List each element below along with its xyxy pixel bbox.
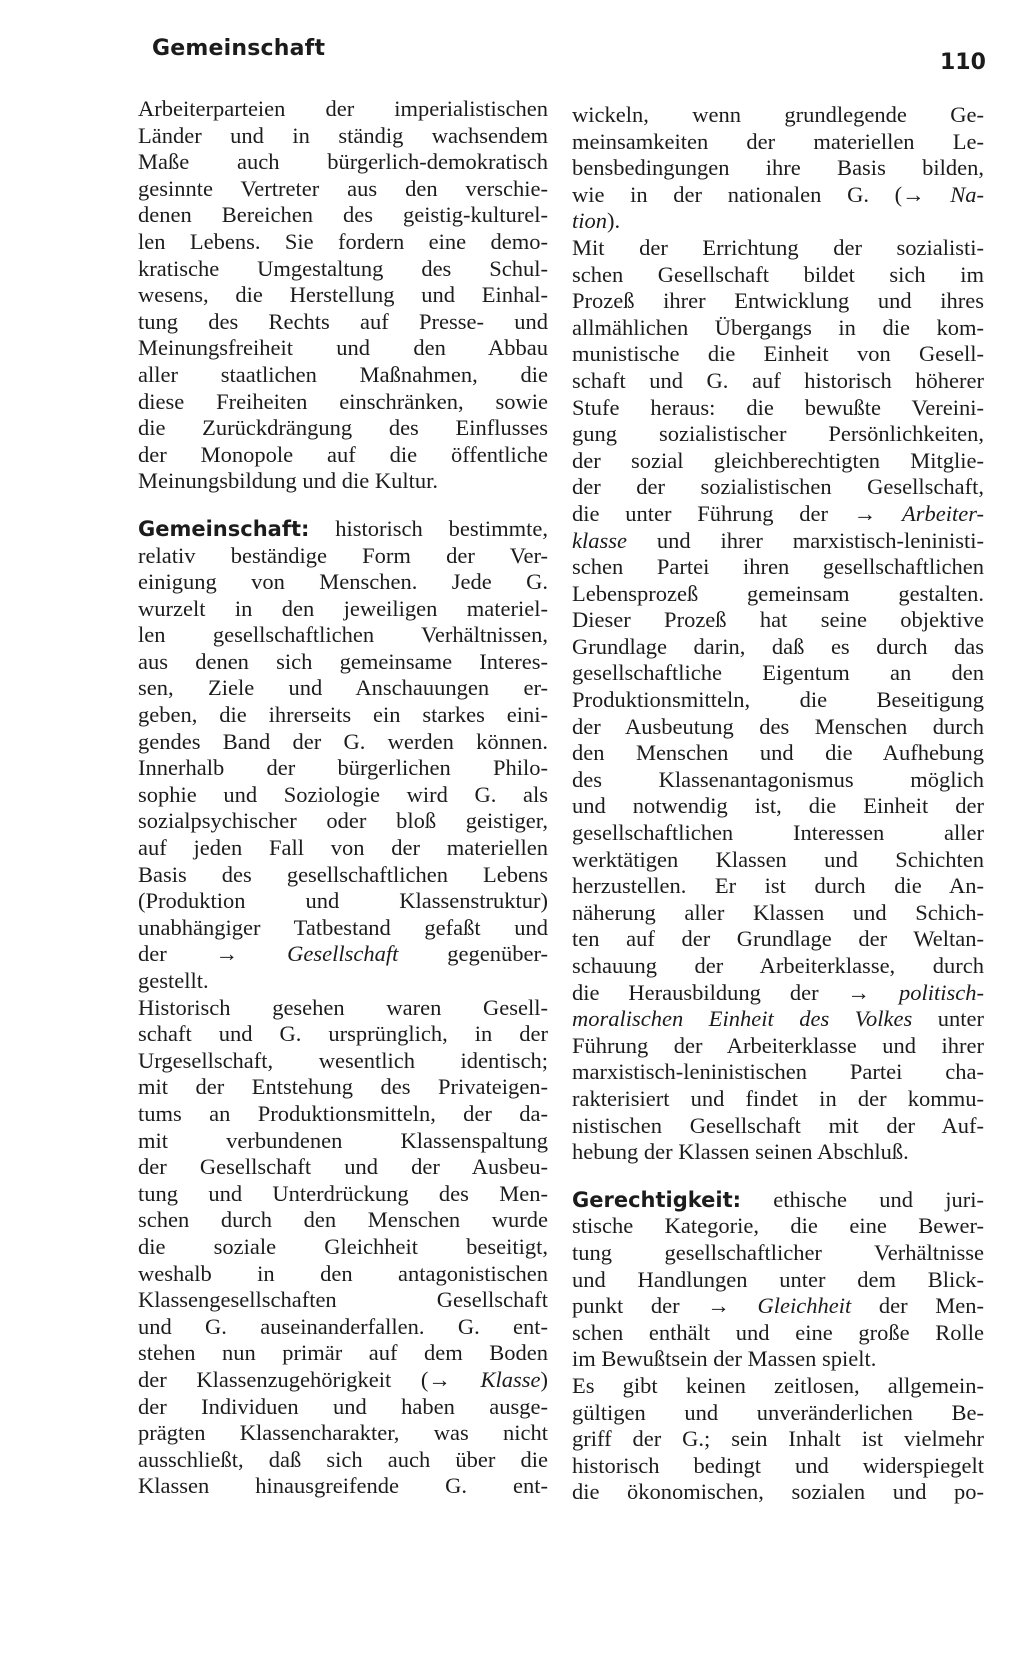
- text-line: [572, 1033, 984, 1060]
- text-line: [572, 182, 984, 209]
- text-segment: Maße auch bürgerlich-demokratisch: [138, 149, 548, 175]
- paragraph-gap: [572, 1166, 984, 1187]
- text-segment: stehen nun primär auf dem Boden: [138, 1340, 548, 1366]
- text-segment: wesens, die Herstellung und Einhal-: [138, 282, 548, 308]
- text-segment: aller staatlichen Maßnahmen, die: [138, 361, 548, 387]
- text-segment: prägten Klassencharakter, was nicht: [138, 1420, 548, 1446]
- text-segment: der Individuen und haben ausge-: [138, 1393, 548, 1419]
- text-segment: historisch bedingt und widerspiegelt: [572, 1452, 984, 1478]
- text-line: [138, 835, 548, 862]
- text-segment: allmählichen Übergangs in die kom-: [572, 314, 984, 340]
- text-segment: Arbeiterparteien der imperialistischen: [138, 96, 548, 121]
- text-line: [138, 202, 548, 229]
- text-line: [572, 1187, 984, 1214]
- cross-reference: Klasse: [480, 1366, 541, 1392]
- text-line: [572, 421, 984, 448]
- text-line: [138, 362, 548, 389]
- text-segment: gendes Band der G. werden können.: [138, 728, 548, 754]
- text-segment: der Ausbeutung des Menschen durch: [572, 713, 984, 739]
- text-segment: im Bewußtsein der Massen spielt.: [572, 1346, 877, 1372]
- text-line: [572, 155, 984, 182]
- text-segment: die ökonomischen, sozialen und po-: [572, 1479, 984, 1505]
- text-segment: len Lebens. Sie fordern eine demo-: [138, 228, 548, 254]
- text-segment: [451, 1367, 481, 1392]
- text-segment: diese Freiheiten einschränken, sowie: [138, 388, 548, 414]
- text-line: [138, 1473, 548, 1500]
- text-segment: bensbedingungen ihre Basis bilden,: [572, 155, 984, 181]
- text-segment: der Gesellschaft und der Ausbeu-: [138, 1154, 548, 1180]
- cross-reference: Gesellschaft: [287, 941, 399, 967]
- cross-reference: moralischen Einheit des Volkes: [572, 1006, 913, 1032]
- text-line: [572, 953, 984, 980]
- text-segment: Lebensprozeß gemeinsam gestalten.: [572, 580, 984, 606]
- text-segment: Führung der Arbeiterklasse und ihrer: [572, 1032, 984, 1058]
- text-segment: unter: [912, 1006, 984, 1032]
- text-line: [138, 1261, 548, 1288]
- text-segment: historisch bestimmte,: [309, 515, 548, 541]
- text-line: [572, 740, 984, 767]
- text-segment: schauung der Arbeiterklasse, durch: [572, 953, 984, 978]
- text-segment: Klassen hinausgreifende G. ent-: [138, 1473, 548, 1499]
- text-line: [572, 980, 984, 1007]
- text-segment: die Herausbildung der: [572, 979, 848, 1005]
- arrow-icon: →: [847, 979, 871, 1005]
- text-line: [572, 501, 984, 528]
- text-line: [138, 1207, 548, 1234]
- text-line: [138, 622, 548, 649]
- text-segment: ten auf der Grundlage der Weltan-: [572, 926, 984, 952]
- arrow-icon: →: [428, 1366, 451, 1392]
- text-segment: der: [138, 941, 216, 967]
- text-segment: Mit der Errichtung der sozialisti-: [572, 234, 984, 260]
- text-segment: Urgesellschaft, wesentlich identisch;: [138, 1047, 548, 1073]
- text-line: [138, 1101, 548, 1128]
- text-line: [138, 229, 548, 256]
- text-segment: schen durch den Menschen wurde: [138, 1207, 548, 1233]
- text-segment: die unter Führung der: [572, 500, 854, 526]
- text-segment: tung gesellschaftlicher Verhältnisse: [572, 1239, 984, 1265]
- text-segment: Klassengesellschaften Gesellschaft: [138, 1287, 548, 1313]
- text-segment: herzustellen. Er ist durch die An-: [572, 873, 984, 899]
- text-line: [138, 1234, 548, 1261]
- text-line: [572, 634, 984, 661]
- text-segment: gesellschaftlichen Interessen aller: [572, 820, 984, 846]
- text-line: [138, 915, 548, 942]
- text-line: [572, 474, 984, 501]
- text-line: [138, 702, 548, 729]
- text-segment: gegenüber-: [398, 941, 549, 967]
- text-segment: der Men-: [851, 1293, 984, 1319]
- text-line: [572, 687, 984, 714]
- text-segment: [876, 501, 902, 526]
- text-segment: wurzelt in den jeweiligen materiel-: [138, 595, 548, 621]
- text-line: [572, 102, 984, 129]
- text-segment: [730, 1293, 758, 1318]
- text-segment: schen Gesellschaft bildet sich im: [572, 261, 984, 287]
- text-segment: griff der G.; sein Inhalt ist vielmehr: [572, 1426, 984, 1452]
- text-segment: gesinnte Vertreter aus den verschie-: [138, 175, 548, 201]
- text-segment: der sozial gleichberechtigten Mitglie-: [572, 447, 984, 473]
- text-segment: der Klassenzugehörigkeit (: [138, 1366, 429, 1392]
- text-line: [572, 288, 984, 315]
- text-line: [572, 1006, 984, 1033]
- text-segment: rakterisiert und findet in der kommu-: [572, 1085, 984, 1111]
- text-line: [138, 282, 548, 309]
- paragraph-gap: [138, 495, 548, 516]
- cross-reference: Na-: [950, 181, 985, 207]
- text-line: [572, 581, 984, 608]
- text-line: [138, 995, 548, 1022]
- text-line: [572, 368, 984, 395]
- text-line: [138, 1394, 548, 1421]
- text-segment: gesellschaftliche Eigentum an den: [572, 660, 984, 686]
- text-line: [572, 607, 984, 634]
- text-segment: und ihrer marxistisch-leninisti-: [627, 527, 984, 553]
- text-line: [572, 395, 984, 422]
- text-line: [138, 123, 548, 150]
- text-line: [572, 1479, 984, 1506]
- text-segment: Historisch gesehen waren Gesell-: [138, 994, 548, 1020]
- cross-reference: Arbeiter-: [901, 500, 984, 526]
- text-line: [572, 847, 984, 874]
- text-segment: unabhängiger Tatbestand gefaßt und: [138, 914, 548, 940]
- cross-reference: klasse: [572, 527, 627, 553]
- text-line: [572, 1059, 984, 1086]
- text-line: [572, 341, 984, 368]
- entry-keyword: Gerechtigkeit:: [572, 1187, 742, 1212]
- arrow-icon: →: [902, 181, 925, 207]
- text-segment: schaft und G. auf historisch höherer: [572, 367, 984, 393]
- text-line: [138, 968, 548, 995]
- text-line: [138, 442, 548, 469]
- text-line: [138, 649, 548, 676]
- text-line: [572, 767, 984, 794]
- text-segment: einigung von Menschen. Jede G.: [138, 569, 548, 595]
- text-segment: der Monopole auf die öffentliche: [138, 441, 548, 467]
- text-line: [572, 1240, 984, 1267]
- text-segment: sophie und Soziologie wird G. als: [138, 781, 548, 807]
- text-line: [572, 1453, 984, 1480]
- text-line: [572, 1267, 984, 1294]
- text-segment: gültigen und unveränderlichen Be-: [572, 1399, 984, 1425]
- entry-keyword: Gemeinschaft:: [138, 516, 310, 541]
- text-segment: tums an Produktionsmitteln, der da-: [138, 1100, 548, 1126]
- text-segment: Dieser Prozeß hat seine objektive: [572, 607, 984, 633]
- text-segment: aus denen sich gemeinsame Interes-: [138, 648, 548, 674]
- text-segment: Basis des gesellschaftlichen Lebens: [138, 861, 548, 887]
- text-line: [572, 1400, 984, 1427]
- text-segment: und Handlungen unter dem Blick-: [572, 1266, 984, 1292]
- text-line: [138, 1128, 548, 1155]
- text-line: [138, 1447, 548, 1474]
- text-line: [138, 782, 548, 809]
- text-line: [138, 1021, 548, 1048]
- text-line: [138, 1367, 548, 1394]
- text-segment: wickeln, wenn grundlegende Ge-: [572, 102, 984, 127]
- text-line: [138, 1420, 548, 1447]
- right-text-column: [572, 102, 984, 1506]
- text-segment: [925, 182, 951, 207]
- text-segment: stische Kategorie, die eine Bewer-: [572, 1213, 984, 1239]
- text-segment: näherung aller Klassen und Schich-: [572, 899, 984, 925]
- text-line: [572, 1213, 984, 1240]
- text-line: [138, 755, 548, 782]
- left-text-column: [138, 96, 548, 1500]
- text-line: [572, 1320, 984, 1347]
- text-line: [572, 660, 984, 687]
- text-segment: Es gibt keinen zeitlosen, allgemein-: [572, 1372, 984, 1398]
- text-segment: Prozeß ihrer Entwicklung und ihres: [572, 288, 984, 314]
- text-segment: ausschließt, daß sich auch über die: [138, 1446, 548, 1472]
- text-line: [572, 315, 984, 342]
- text-segment: munistische die Einheit von Gesell-: [572, 341, 984, 367]
- text-segment: Grundlage darin, daß es durch das: [572, 633, 984, 659]
- text-line: [572, 448, 984, 475]
- text-segment: marxistisch-leninistischen Partei cha-: [572, 1059, 984, 1085]
- text-line: [138, 309, 548, 336]
- text-segment: sen, Ziele und Anschauungen er-: [138, 675, 548, 701]
- text-segment: gestellt.: [138, 968, 209, 993]
- text-segment: relativ beständige Form der Ver-: [138, 542, 548, 568]
- text-segment: werktätigen Klassen und Schichten: [572, 846, 984, 872]
- text-line: [572, 208, 984, 235]
- text-segment: [238, 941, 287, 966]
- text-line: [138, 1048, 548, 1075]
- arrow-icon: →: [853, 500, 877, 526]
- text-segment: ).: [607, 208, 621, 234]
- text-line: [572, 554, 984, 581]
- text-line: [138, 1287, 548, 1314]
- text-line: [138, 862, 548, 889]
- text-segment: und G. auseinanderfallen. G. ent-: [138, 1313, 548, 1339]
- text-line: [138, 516, 548, 543]
- text-line: [572, 873, 984, 900]
- text-line: [572, 1139, 984, 1166]
- text-line: [572, 926, 984, 953]
- running-head: Gemeinschaft: [152, 36, 326, 61]
- text-segment: tung des Rechts auf Presse- und: [138, 308, 548, 334]
- arrow-icon: →: [707, 1293, 730, 1319]
- text-segment: weshalb in den antagonistischen: [138, 1260, 548, 1286]
- text-line: [572, 1293, 984, 1320]
- text-line: [138, 941, 548, 968]
- cross-reference: Gleichheit: [757, 1293, 852, 1319]
- text-line: [138, 96, 548, 123]
- text-segment: meinsamkeiten der materiellen Le-: [572, 128, 984, 154]
- text-line: [138, 468, 548, 495]
- text-segment: schen Partei ihren gesellschaftlichen: [572, 554, 984, 580]
- text-line: [138, 1154, 548, 1181]
- text-line: [138, 675, 548, 702]
- text-segment: kratische Umgestaltung des Schul-: [138, 255, 548, 281]
- text-segment: hebung der Klassen seinen Abschluß.: [572, 1139, 909, 1165]
- text-segment: der der sozialistischen Gesellschaft,: [572, 474, 984, 500]
- text-line: [138, 808, 548, 835]
- text-line: [572, 1113, 984, 1140]
- text-segment: sozialpsychischer oder bloß geistiger,: [138, 808, 548, 834]
- text-segment: ): [540, 1366, 548, 1392]
- text-line: [138, 596, 548, 623]
- text-segment: den Menschen und die Aufhebung: [572, 740, 984, 766]
- text-line: [572, 1346, 984, 1373]
- text-line: [138, 389, 548, 416]
- text-line: [138, 176, 548, 203]
- cross-reference: politisch-: [899, 979, 984, 1005]
- text-line: [138, 729, 548, 756]
- text-segment: schen enthält und eine große Rolle: [572, 1319, 984, 1345]
- text-segment: Innerhalb der bürgerlichen Philo-: [138, 755, 548, 781]
- text-line: [572, 1373, 984, 1400]
- text-segment: wie in der nationalen G. (: [572, 181, 903, 207]
- arrow-icon: →: [215, 941, 239, 967]
- text-segment: tung und Unterdrückung des Men-: [138, 1180, 548, 1206]
- text-line: [572, 820, 984, 847]
- text-segment: die Zurückdrängung des Einflusses: [138, 415, 548, 441]
- text-segment: nistischen Gesellschaft mit der Auf-: [572, 1112, 984, 1138]
- text-line: [138, 1340, 548, 1367]
- text-segment: geben, die ihrerseits ein starkes eini-: [138, 702, 548, 728]
- text-line: [138, 149, 548, 176]
- text-line: [572, 793, 984, 820]
- text-segment: Meinungsfreiheit und den Abbau: [138, 335, 548, 361]
- text-line: [572, 262, 984, 289]
- text-segment: die soziale Gleichheit beseitigt,: [138, 1233, 548, 1259]
- text-line: [138, 415, 548, 442]
- text-segment: gung sozialistischer Persönlichkeiten,: [572, 421, 984, 447]
- text-line: [138, 543, 548, 570]
- text-line: [572, 1426, 984, 1453]
- text-line: [138, 1074, 548, 1101]
- text-segment: [870, 980, 899, 1005]
- text-segment: denen Bereichen des geistig-kulturel-: [138, 202, 548, 228]
- text-line: [138, 335, 548, 362]
- text-segment: (Produktion und Klassenstruktur): [138, 888, 548, 914]
- text-segment: ethische und juri-: [741, 1186, 984, 1212]
- text-line: [138, 888, 548, 915]
- text-line: [572, 235, 984, 262]
- text-line: [572, 129, 984, 156]
- text-segment: mit verbundenen Klassenspaltung: [138, 1127, 548, 1153]
- text-line: [138, 1181, 548, 1208]
- text-segment: Länder und in ständig wachsendem: [138, 122, 548, 148]
- text-segment: Meinungsbildung und die Kultur.: [138, 468, 438, 494]
- text-line: [138, 569, 548, 596]
- text-segment: len gesellschaftlichen Verhältnissen,: [138, 622, 548, 648]
- text-line: [572, 528, 984, 555]
- text-segment: Stufe heraus: die bewußte Vereini-: [572, 394, 984, 420]
- text-segment: des Klassenantagonismus möglich: [572, 766, 984, 792]
- text-line: [572, 1086, 984, 1113]
- text-line: [572, 900, 984, 927]
- cross-reference: tion: [572, 208, 608, 234]
- text-segment: mit der Entstehung des Privateigen-: [138, 1074, 548, 1100]
- text-segment: und notwendig ist, die Einheit der: [572, 793, 984, 819]
- text-segment: auf jeden Fall von der materiellen: [138, 835, 548, 861]
- text-line: [572, 714, 984, 741]
- text-segment: punkt der: [572, 1293, 708, 1319]
- text-segment: schaft und G. ursprünglich, in der: [138, 1021, 548, 1047]
- text-segment: Produktionsmitteln, die Beseitigung: [572, 687, 984, 713]
- text-line: [138, 1314, 548, 1341]
- text-line: [138, 256, 548, 283]
- page-number: 110: [940, 50, 986, 75]
